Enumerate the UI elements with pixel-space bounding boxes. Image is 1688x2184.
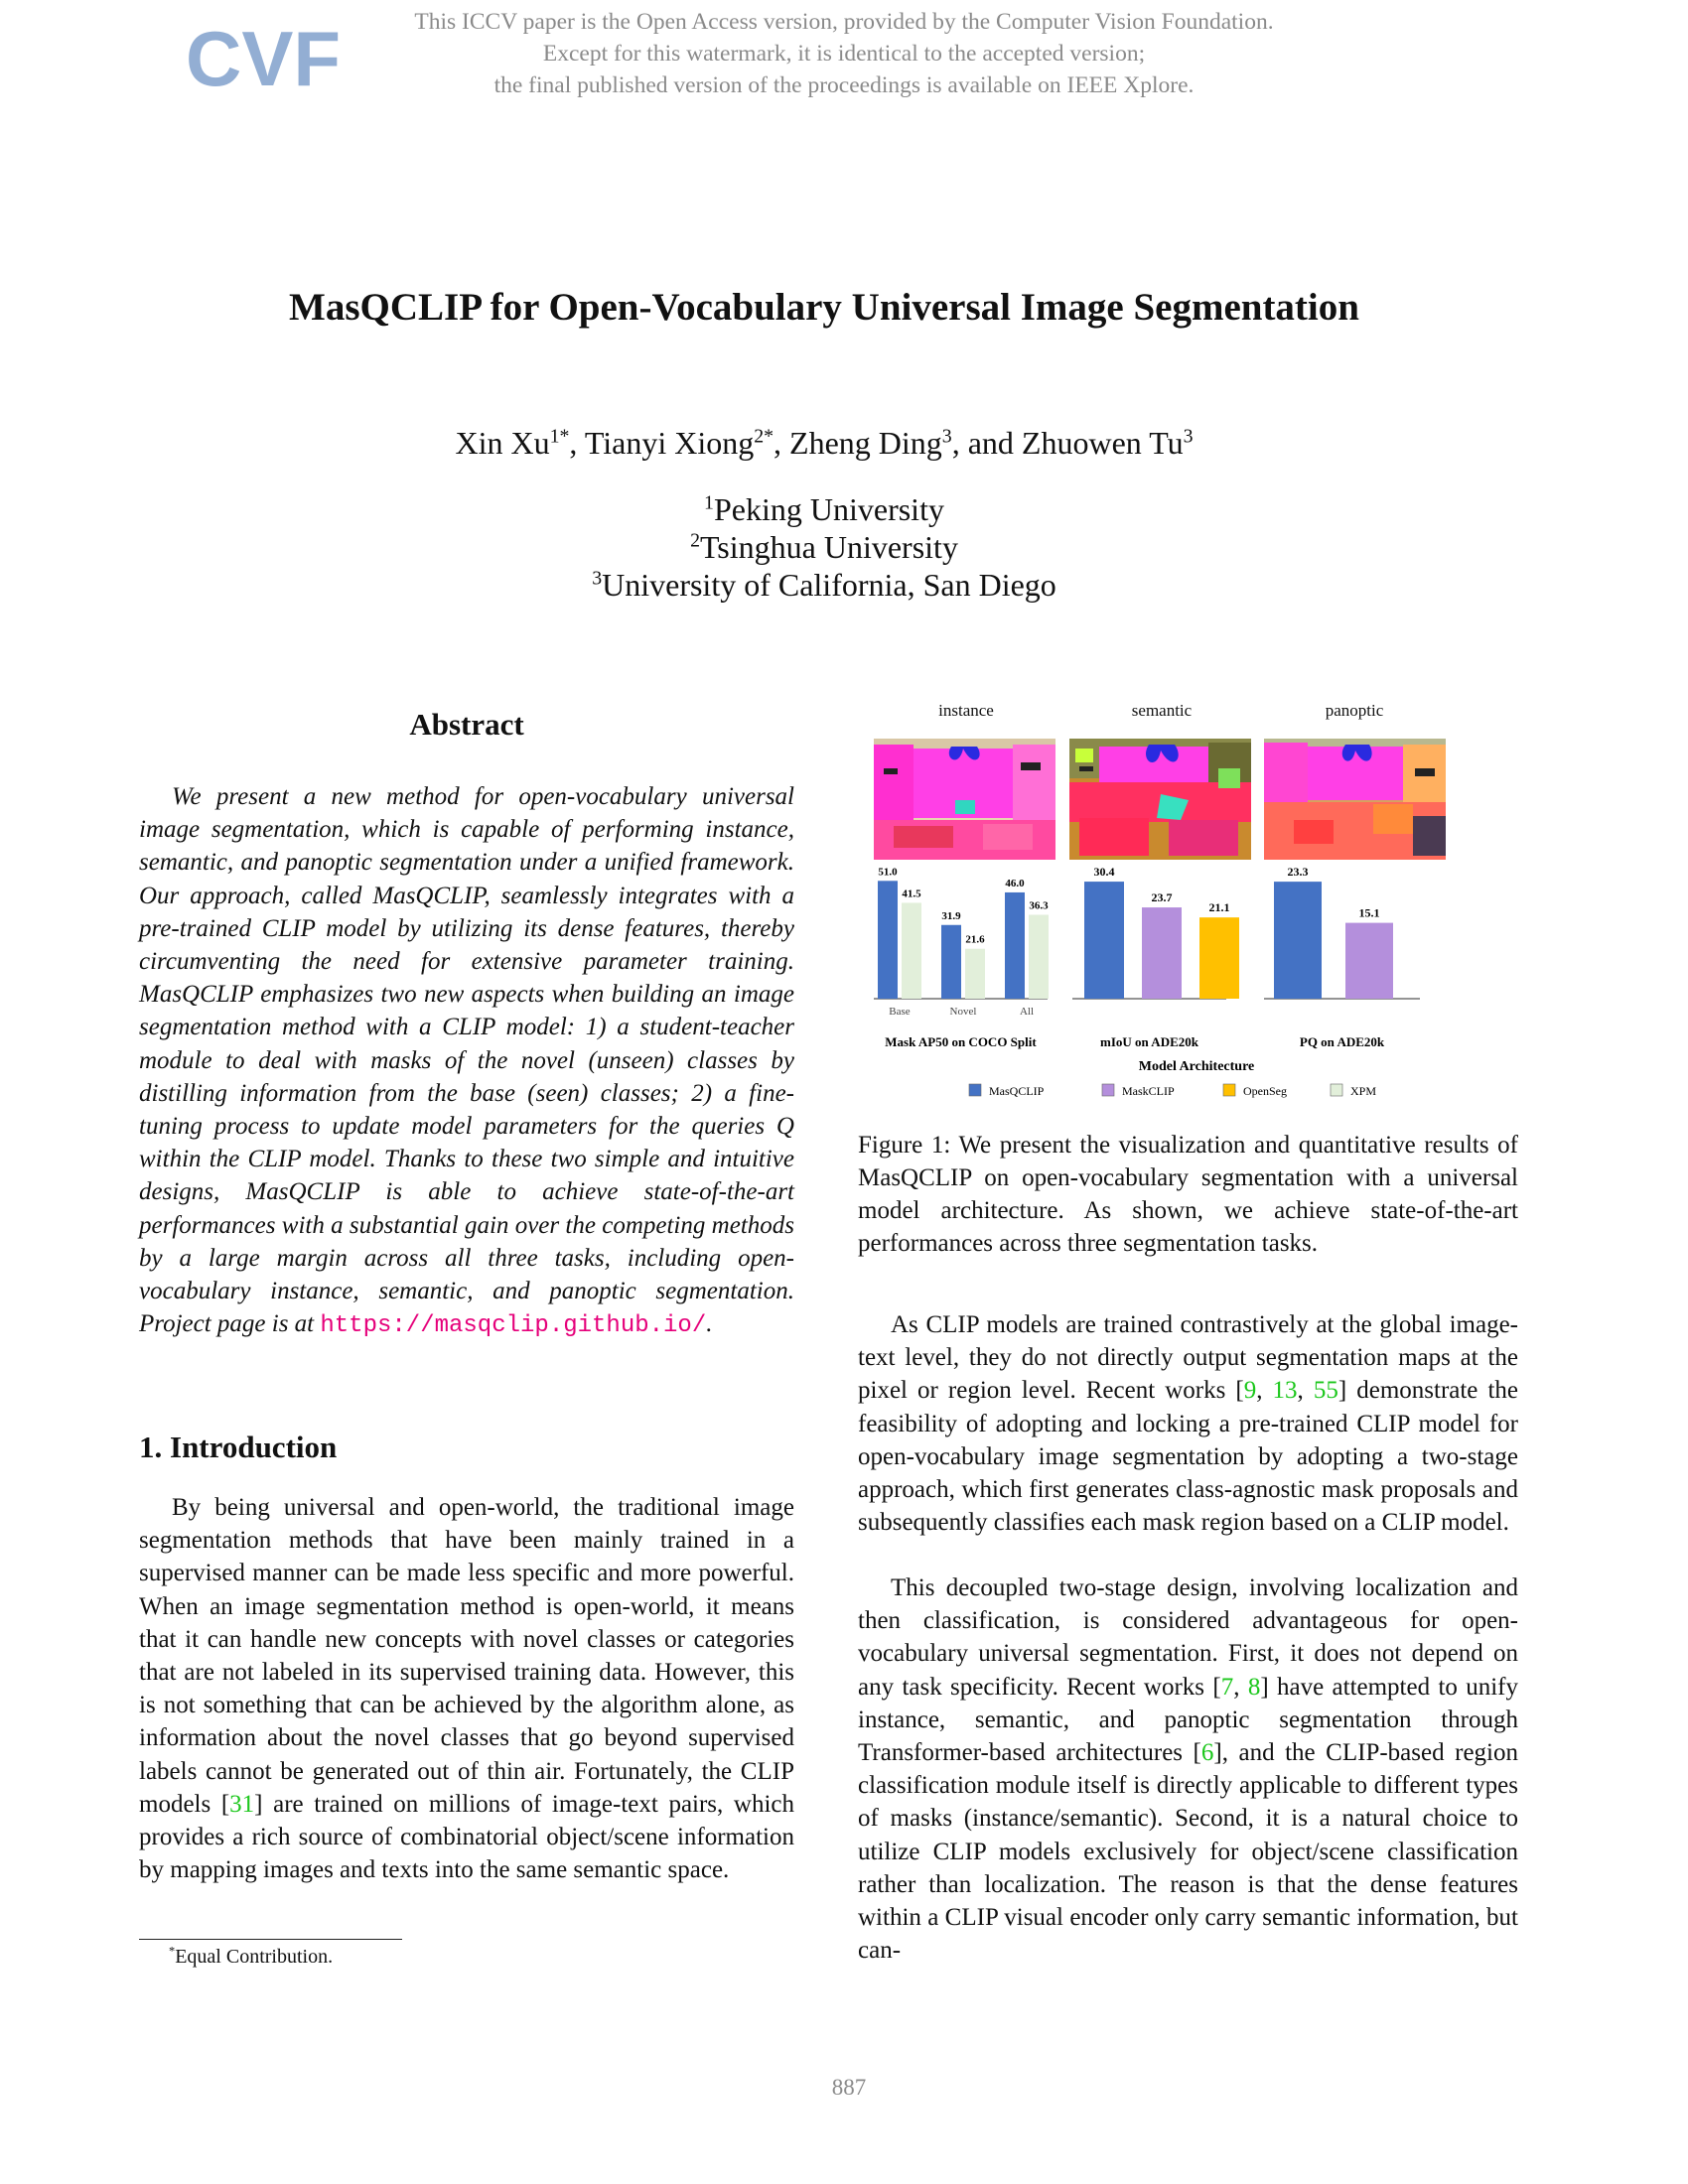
chart-data-label: 23.7 [1151,890,1173,905]
author-name: Zheng Ding [789,425,942,461]
chart-data-label: 36.3 [1029,899,1049,912]
chart-bar [1142,907,1182,999]
chart-data-label: 46.0 [1005,877,1025,889]
chart-data-label: 21.6 [965,933,985,946]
legend-entry: OpenSeg [1243,1084,1287,1098]
right-paragraph-2: This decoupled two-stage design, involving localization and then classification, is considered advantageous for open-vocabulary universal segmentation. First, it does not depend on any task specificity. Recent works [7, 8] have attempted to unify instance, semantic, and panoptic segmentation through Transformer-based architectures [6], and the CLIP-based region classification module itself is directly applicable to different types of masks (instance/semantic). Second, it is a natural choice to utilize CLIP models exclusively for object/scene classification rather than localization. The reason is that the dense features within a CLIP visual encoder only carry semantic information, but can- [858,1574,1519,1965]
chart-bar [1199,917,1239,999]
page-number: 887 [831,2075,867,2100]
chart-bar [1084,882,1124,999]
legend-entry: MaskCLIP [1122,1084,1175,1098]
citation-link[interactable]: 9 [1243,1377,1257,1405]
affiliation: $^2$Tsinghua University [690,529,958,565]
panoptic-segmentation-image [1264,739,1446,860]
abstract-body: We present a new method for open-vocabulary universal image segmentation, which is capable of performing instance, semantic, and panoptic segmentation under a unified framework. Our approach, called MasQCLIP, seamlessly integrates with a pre-trained CLIP model by utilizing its dense features, thereby circumventing the need for extensive parameter training. MasQCLIP emphasizes two new aspects when building an image segmentation method with a CLIP model: 1) a student-teacher module to deal with masks of the novel (unseen) classes by distilling information from the base (seen) classes; 2) a fine-tuning process to update model parameters for the queries Q within the CLIP model. Thanks to these two simple and intuitive designs, MasQCLIP is able to achieve state-of-the-art performances with a substantial gain over the competing methods by a large margin across all three tasks, including open-vocabulary instance, semantic, and panoptic segmentation. Project page is at https://masqclip.github.io/. [139,783,794,1340]
chart-bar [1345,923,1393,999]
legend-swatch [969,1084,981,1096]
citation-link[interactable]: 13 [1272,1377,1298,1405]
author-name: Tianyi Xiong [584,425,755,461]
chart-tick-label: Novel [949,1006,977,1018]
legend-swatch [1223,1084,1235,1096]
chart-bar [902,902,921,999]
chart-tick-label: All [1019,1006,1035,1018]
chart-title: Mask AP50 on COCO Split [885,1034,1037,1049]
legend-entry: XPM [1350,1084,1377,1098]
author-mark: 1* [549,425,570,448]
paper-title: MasQCLIP for Open-Vocabulary Universal Image Segmentation [289,286,1359,329]
chart-data-label: 30.4 [1093,865,1115,880]
figure-1 [874,701,1529,1118]
chart-bar [1274,882,1322,999]
intro-paragraph: By being universal and open-world, the traditional image segmentation methods that have been mainly trained in a supervised manner can be made less specific and more powerful. When an image segmentation method is open-world, it means that it can handle new concepts with novel classes or categories that are not labeled in its supervised training data. However, this is not something that can be achieved by the algorithm alone, as information about the novel classes that go beyond supervised labels cannot be generated out of thin air. Fortunately, the CLIP models [31] are trained on millions of image-text pairs, which provides a rich source of combinatorial object/scene information by mapping images and texts into the same semantic space. [139,1494,795,1884]
right-paragraph-1: As CLIP models are trained contrastively at the global image-text level, they do not directly output segmentation maps at the pixel or region level. Recent works [9, 13, 55] demonstrate the feasibility of adopting and locking a pre-trained CLIP model for open-vocabulary image segmentation by adopting a two-stage approach, which first generates class-agnostic mask proposals and subsequently classifies each mask region based on a CLIP model. [858,1311,1519,1537]
citation-link[interactable]: 6 [1200,1739,1214,1767]
chart-data-label: 21.1 [1208,900,1230,915]
seg-label-semantic: semantic [1131,701,1193,720]
chart-data-label: 31.9 [941,909,961,922]
watermark-line: Except for this watermark, it is identical to the accepted version; [542,41,1146,67]
citation-link[interactable]: 8 [1247,1673,1261,1701]
seg-label-instance: instance [938,701,994,720]
affiliation: $^1$Peking University [704,491,944,527]
author-mark: 2* [754,425,774,448]
author-name: Zhuowen Tu [1021,425,1184,461]
watermark-line: the final published version of the proceedings is available on IEEE Xplore. [493,72,1195,98]
chart-tick-label: Base [889,1006,911,1018]
chart-data-label: 23.3 [1287,865,1309,880]
seg-label-panoptic: panoptic [1325,701,1384,720]
watermark-notice [328,6,1360,101]
watermark-line: This ICCV paper is the Open Access version, provided by the Computer Vision Foundation. [414,9,1274,35]
chart-title: PQ on ADE20k [1299,1034,1385,1049]
footnote-divider [139,1939,402,1940]
instance-segmentation-image [874,739,1055,860]
author-name: Xin Xu [455,425,550,461]
author-mark: 3 [1183,425,1194,448]
figure-caption: Figure 1: We present the visualization and quantitative results of MasQCLIP on open-vocabulary segmentation with a universal model architecture. As shown, we achieve state-of-the-art performances across three segmentation tasks. [858,1132,1518,1257]
legend-swatch [1102,1084,1114,1096]
affiliation-list [149,490,1499,604]
abstract-heading: Abstract [409,707,524,742]
citation-link[interactable]: 55 [1313,1377,1338,1405]
citation-link[interactable]: 7 [1220,1673,1234,1701]
legend-swatch [1331,1084,1342,1096]
chart-data-label: 51.0 [878,866,898,879]
chart-bar [878,881,898,999]
project-page-link[interactable]: https://masqclip.github.io/ [320,1312,707,1340]
legend-entry: MasQCLIP [989,1084,1045,1098]
author-mark: 3 [941,425,952,448]
chart-data-label: 41.5 [902,887,921,900]
cvf-logo [184,15,341,102]
citation-link[interactable]: 31 [229,1790,255,1818]
author-list: Xin $Xu^{1*}$, Tianyi Xiong$^{2*}$, Zheng Ding$^3$, and Zhuowen Tu$^3$ [455,425,1194,461]
footnote: *Equal Contribution. [169,1944,334,1968]
chart-title: mIoU on ADE20k [1100,1034,1198,1049]
chart-bar [1005,892,1025,999]
results-bar-chart [874,860,1529,1128]
semantic-segmentation-image [1069,739,1251,860]
chart-bar [965,949,985,999]
chart-data-label: 15.1 [1358,905,1380,920]
chart-bar [941,925,961,999]
affiliation: $^3$University of California, San Diego [592,567,1056,603]
introduction-heading: 1. Introduction [139,1430,338,1464]
chart-xlabel: Model Architecture [1138,1059,1255,1074]
cvf-logo-text: CVF [186,15,341,102]
chart-bar [1029,915,1049,999]
